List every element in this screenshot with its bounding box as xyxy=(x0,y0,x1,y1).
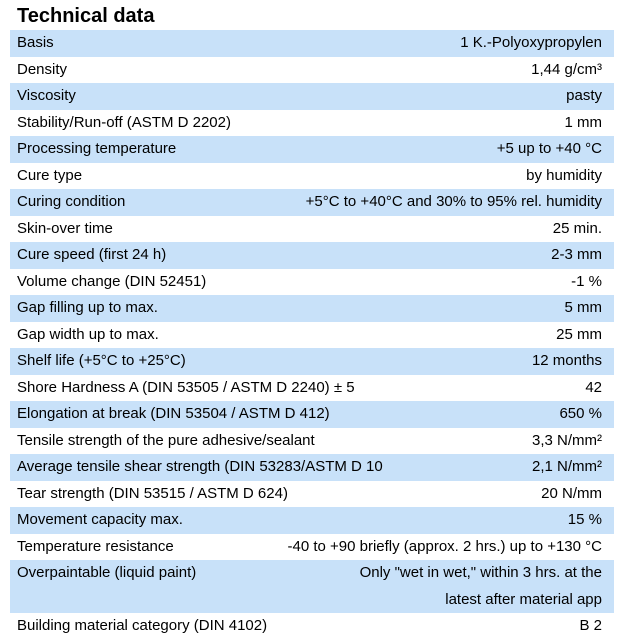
row-label: Tear strength (DIN 53515 / ASTM D 624) xyxy=(17,484,288,502)
row-label: Stability/Run-off (ASTM D 2202) xyxy=(17,113,231,131)
table-row xyxy=(10,216,614,243)
row-value: 1 mm xyxy=(564,113,602,131)
table-row xyxy=(10,136,614,163)
row-value: 25 min. xyxy=(552,219,602,237)
row-value: 2-3 mm xyxy=(551,246,602,263)
table-row xyxy=(10,428,614,455)
row-label: Volume change (DIN 52451) xyxy=(17,272,207,290)
row-value: Only "wet in wet," within 3 hrs. at the xyxy=(359,564,602,581)
row-label: Elongation at break (DIN 53504 / ASTM D 412) xyxy=(17,405,330,422)
row-label: Processing temperature xyxy=(17,140,177,157)
row-label: Cure type xyxy=(17,166,83,184)
page-title: Technical data xyxy=(17,5,155,27)
row-value: 1,44 g/cm³ xyxy=(531,60,602,78)
row-value: pasty xyxy=(566,87,602,104)
row-label: Building material category (DIN 4102) xyxy=(17,617,268,634)
row-label: Average tensile shear strength (DIN 53283/ASTM D 10 xyxy=(17,458,383,475)
row-label: Gap width up to max. xyxy=(17,325,159,343)
row-value: 42 xyxy=(585,378,602,396)
table-row xyxy=(10,163,614,190)
row-value: -1 % xyxy=(571,272,602,290)
table-row xyxy=(10,560,614,613)
row-value: 1 K.-Polyoxypropylen xyxy=(460,34,602,51)
row-value: 2,1 N/mm² xyxy=(531,458,602,475)
table-row xyxy=(10,30,614,57)
row-value: +5 up to +40 °C xyxy=(496,140,602,157)
row-value: by humidity xyxy=(526,166,602,184)
row-value: 15 % xyxy=(567,511,602,528)
row-label: Viscosity xyxy=(17,87,76,104)
row-value: 20 N/mm xyxy=(541,484,602,502)
row-value-continued: latest after material app xyxy=(445,590,602,608)
row-label: Movement capacity max. xyxy=(17,511,183,528)
table-row xyxy=(10,189,614,216)
table-row xyxy=(10,375,614,402)
row-value: 25 mm xyxy=(556,325,602,343)
row-value: 5 mm xyxy=(564,299,602,316)
row-label: Overpaintable (liquid paint) xyxy=(17,564,197,581)
row-value: 650 % xyxy=(559,405,602,422)
technical-data-table xyxy=(10,30,614,640)
row-label: Shelf life (+5°C to +25°C) xyxy=(17,352,186,369)
table-row xyxy=(10,295,614,322)
table-row xyxy=(10,534,614,561)
row-label: Curing condition xyxy=(17,193,126,210)
row-label: Tensile strength of the pure adhesive/sealant xyxy=(17,431,315,449)
row-value: 12 months xyxy=(531,352,602,369)
table-row xyxy=(10,269,614,296)
table-row xyxy=(10,57,614,84)
table-row xyxy=(10,481,614,508)
table-row xyxy=(10,110,614,137)
row-label: Shore Hardness A (DIN 53505 / ASTM D 2240) ± 5 xyxy=(17,378,355,396)
row-label: Gap filling up to max. xyxy=(17,299,158,316)
table-row xyxy=(10,613,614,640)
table-row xyxy=(10,242,614,269)
row-label: Cure speed (first 24 h) xyxy=(17,246,167,263)
table-row xyxy=(10,401,614,428)
row-value: +5°C to +40°C and 30% to 95% rel. humidity xyxy=(305,193,602,210)
row-value: -40 to +90 briefly (approx. 2 hrs.) up to +130 °C xyxy=(287,537,602,555)
row-label: Temperature resistance xyxy=(17,537,174,555)
table-row xyxy=(10,348,614,375)
row-label: Density xyxy=(17,60,68,78)
table-row xyxy=(10,454,614,481)
table-row xyxy=(10,322,614,349)
row-value: B 2 xyxy=(579,617,602,634)
row-label: Skin-over time xyxy=(17,219,113,237)
table-row xyxy=(10,507,614,534)
row-label: Basis xyxy=(17,34,54,51)
row-value: 3,3 N/mm² xyxy=(531,431,602,449)
table-row xyxy=(10,83,614,110)
